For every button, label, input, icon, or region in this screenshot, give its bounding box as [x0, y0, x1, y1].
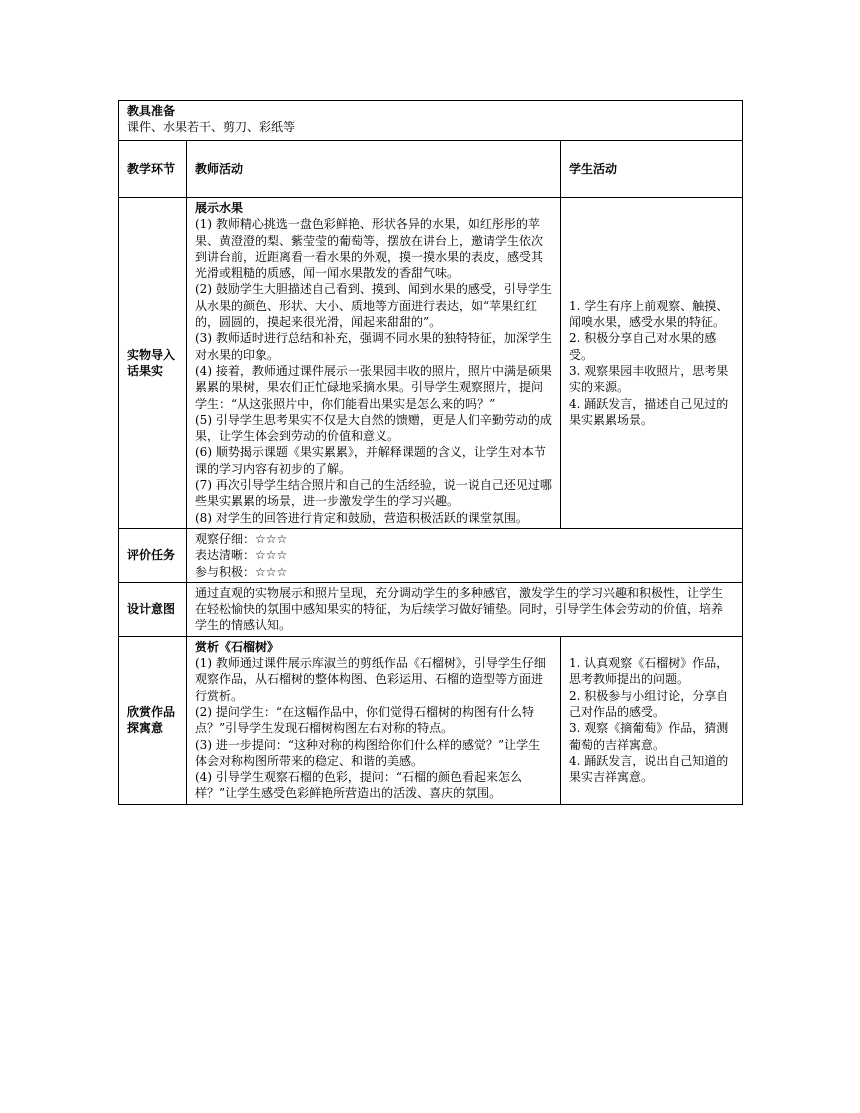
section1-teacher-item: (1) 教师精心挑选一盘色彩鲜艳、形状各异的水果，如红彤彤的苹果、黄澄澄的梨、紫莹莹的葡萄等，摆放在讲台上，邀请学生依次到讲台前，近距离看一看水果的外观，摸一摸水果的表皮，感受其光滑或粗糙的质感，闻一闻水果散发的香甜气味。: [195, 217, 544, 281]
section2-teacher-item: (3) 进一步提问：“这种对称的构图给你们什么样的感觉？”让学生体会对称构图所带来的稳定、和谐的美感。: [195, 737, 541, 768]
section2-student: [561, 636, 743, 804]
header-teacher: 教师活动: [187, 141, 561, 198]
design-content: [187, 582, 743, 636]
section1-teacher-item: (5) 引导学生思考果实不仅是大自然的馈赠，更是人们辛勤劳动的成果，让学生体会到劳动的价值和意义。: [195, 412, 552, 444]
section1-teacher-item: (3) 教师适时进行总结和补充，强调不同水果的独特特征，加深学生对水果的印象。: [195, 331, 552, 362]
section2-stage: 欣赏作品探寓意: [119, 636, 187, 804]
evaluation-item: 表达清晰：☆☆☆: [195, 548, 288, 563]
section2-student-item: 2. 积极参与小组讨论，分享自己对作品的感受。: [569, 688, 729, 719]
design-text: 通过直观的实物展示和照片呈现，充分调动学生的多种感官，激发学生的学习兴趣和积极性，让学生在轻松愉快的氛围中感知果实的特征，为后续学习做好铺垫。同时，引导学生体会劳动的价值，培养学生的情感认知。: [195, 585, 724, 633]
section1-teacher-item: (8) 对学生的回答进行肯定和鼓励，营造积极活跃的课堂氛围。: [195, 510, 528, 525]
lesson-plan-table: [118, 100, 743, 805]
section2-teacher-item: (2) 提问学生：“在这幅作品中，你们觉得石榴树的构图有什么特点？”引导学生发现石榴树构图左右对称的特点。: [195, 704, 534, 736]
section2-teacher-title: 赏析《石榴树》: [195, 639, 280, 654]
prep-title: 教具准备: [127, 104, 176, 118]
section1-teacher: [187, 198, 561, 529]
section1-teacher-item: (6) 顺势揭示课题《果实累累》，并解释课题的含义，让学生对本节课的学习内容有初步的了解。: [195, 445, 546, 476]
header-stage: 教学环节: [119, 141, 187, 198]
section1-teacher-item: (7) 再次引导学生结合照片和自己的生活经验，说一说自己还见过哪些果实累累的场景，进一步激发学生的学习兴趣。: [195, 478, 552, 509]
evaluation-item: 参与积极：☆☆☆: [195, 564, 288, 579]
section1-row: [119, 198, 743, 529]
header-row: [119, 141, 743, 198]
section2-teacher: [187, 636, 561, 804]
section1-teacher-item: (4) 接着，教师通过课件展示一张果园丰收的照片，照片中满是硕果累累的果树，果农们正忙碌地采摘水果。引导学生观察照片，提问学生：“从这张照片中，你们能看出果实是怎么来的吗？”: [195, 363, 552, 411]
evaluation-item: 观察仔细：☆☆☆: [195, 531, 288, 546]
prep-row: [119, 101, 743, 141]
section2-row: [119, 636, 743, 804]
section2-student-item: 1. 认真观察《石榴树》作品，思考教师提出的问题。: [569, 656, 729, 687]
section2-student-item: 4. 踊跃发言，说出自己知道的果实吉祥寓意。: [569, 753, 729, 785]
section1-student-item: 2. 积极分享自己对水果的感受。: [569, 331, 717, 362]
section2-teacher-item: (1) 教师通过课件展示库淑兰的剪纸作品《石榴树》，引导学生仔细观察作品，从石榴树的整体构图、色彩运用、石榴的造型等方面进行赏析。: [195, 656, 546, 703]
design-row: [119, 582, 743, 636]
prep-cell: [119, 101, 743, 141]
section1-student-item: 1. 学生有序上前观察、触摸、闻嗅水果，感受水果的特征。: [569, 298, 729, 330]
section1-student-item: 3. 观察果园丰收照片，思考果实的来源。: [569, 363, 729, 395]
section1-student: [561, 198, 743, 529]
section1-teacher-title: 展示水果: [195, 201, 244, 215]
design-stage: 设计意图: [119, 582, 187, 636]
prep-items: 课件、水果若干、剪刀、彩纸等: [127, 120, 296, 135]
section2-student-item: 3. 观察《摘葡萄》作品，猜测葡萄的吉祥寓意。: [569, 721, 729, 752]
section1-teacher-item: (2) 鼓励学生大胆描述自己看到、摸到、闻到水果的感受，引导学生从水果的颜色、形状、大小、质地等方面进行表达，如“苹果红红的，圆圆的，摸起来很光滑，闻起来甜甜的”。: [195, 282, 552, 330]
evaluation-content: [187, 528, 743, 582]
header-student: 学生活动: [561, 141, 743, 198]
evaluation-row: [119, 528, 743, 582]
evaluation-stage: 评价任务: [119, 528, 187, 582]
section1-student-item: 4. 踊跃发言，描述自己见过的果实累累场景。: [569, 396, 729, 427]
section1-stage: 实物导入话果实: [119, 198, 187, 529]
section2-teacher-item: (4) 引导学生观察石榴的色彩，提问：“石榴的颜色看起来怎么样？”让学生感受色彩鲜艳所营造出的活泼、喜庆的氛围。: [195, 770, 522, 801]
